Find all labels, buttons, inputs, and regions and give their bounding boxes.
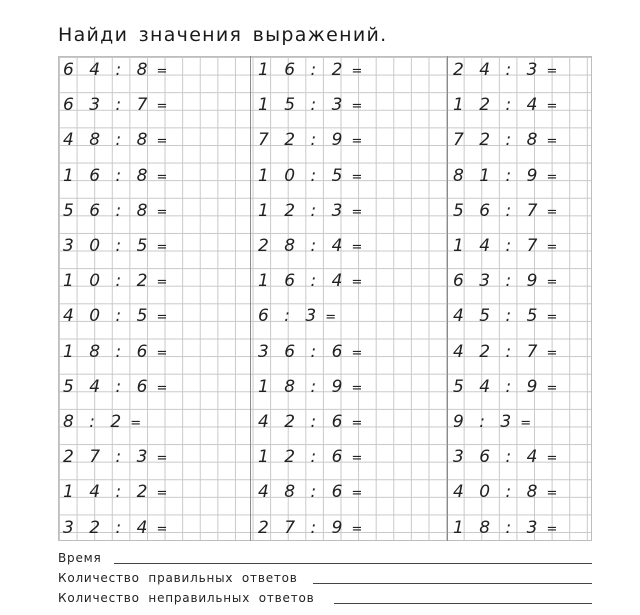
- equals-sign: =: [542, 169, 558, 185]
- expression-item: [453, 60, 557, 82]
- equals-sign: =: [152, 99, 168, 115]
- expression-item: [258, 271, 362, 293]
- expression-text: 1 8 : 9: [258, 376, 348, 397]
- expression-item: [453, 166, 557, 188]
- incorrect-answer-line[interactable]: [334, 603, 592, 604]
- equals-sign: =: [542, 134, 558, 150]
- expression-item: [453, 95, 557, 117]
- equals-sign: =: [542, 99, 558, 115]
- expression-text: 1 6 : 8: [63, 165, 153, 186]
- expression-item: [453, 377, 557, 399]
- incorrect-row: [58, 591, 315, 605]
- equals-sign: =: [347, 275, 363, 291]
- equals-sign: =: [152, 275, 168, 291]
- expression-item: [258, 236, 362, 258]
- expression-text: 5 6 : 7: [453, 200, 543, 221]
- equals-sign: =: [347, 204, 363, 220]
- column-divider: [447, 56, 448, 541]
- expression-item: [63, 447, 167, 469]
- equals-sign: =: [152, 486, 168, 502]
- expression-item: [258, 306, 336, 328]
- expression-text: 5 6 : 8: [63, 200, 153, 221]
- correct-label: Количество правильных ответов: [58, 571, 298, 585]
- expression-text: 6 3 : 7: [63, 95, 153, 116]
- expression-item: [453, 201, 557, 223]
- expression-item: [258, 60, 362, 82]
- expression-item: [63, 342, 167, 364]
- expression-text: 4 8 : 6: [258, 482, 348, 503]
- expression-text: 5 4 : 9: [453, 376, 543, 397]
- expression-text: 8 1 : 9: [453, 165, 543, 186]
- expression-text: 8 : 2: [63, 412, 127, 432]
- expression-text: 1 6 : 4: [258, 271, 348, 292]
- expression-text: 4 5 : 5: [453, 306, 543, 327]
- equals-sign: =: [347, 380, 363, 396]
- expression-text: 1 8 : 6: [63, 341, 153, 362]
- equals-sign: =: [542, 380, 558, 396]
- expression-item: [453, 482, 557, 504]
- expression-item: [453, 236, 557, 258]
- expression-text: 4 0 : 8: [453, 482, 543, 503]
- equals-sign: =: [152, 451, 168, 467]
- expression-item: [63, 60, 167, 82]
- equals-sign: =: [542, 521, 558, 537]
- equals-sign: =: [347, 416, 363, 431]
- equals-sign: =: [152, 345, 168, 361]
- expression-text: 1 6 : 2: [258, 60, 348, 80]
- expression-item: [258, 412, 362, 434]
- expression-item: [258, 447, 362, 469]
- expression-item: [453, 342, 557, 364]
- equals-sign: =: [321, 310, 337, 326]
- expression-text: 4 8 : 8: [63, 130, 153, 151]
- expression-text: 1 0 : 5: [258, 165, 348, 186]
- expression-item: [63, 271, 167, 293]
- expression-item: [63, 130, 167, 152]
- expression-item: [258, 130, 362, 152]
- equals-sign: =: [152, 169, 168, 185]
- expression-text: 9 : 3: [453, 412, 517, 432]
- page-title: Найди значения выражений.: [58, 24, 388, 46]
- time-answer-line[interactable]: [114, 563, 592, 564]
- expression-item: [63, 95, 167, 117]
- expression-item: [453, 130, 557, 152]
- equals-sign: =: [152, 204, 168, 220]
- expression-text: 4 2 : 7: [453, 341, 543, 362]
- expression-item: [258, 377, 362, 399]
- equals-sign: =: [347, 99, 363, 115]
- expression-item: [63, 306, 167, 328]
- equals-sign: =: [347, 521, 363, 537]
- expression-text: 2 8 : 4: [258, 236, 348, 256]
- expression-item: [258, 342, 362, 364]
- equals-sign: =: [542, 451, 558, 467]
- expression-item: [258, 518, 362, 540]
- expression-text: 1 2 : 3: [258, 200, 348, 221]
- equals-sign: =: [542, 64, 558, 79]
- expression-text: 7 2 : 8: [453, 130, 543, 151]
- equals-sign: =: [347, 134, 363, 150]
- expression-text: 4 0 : 5: [63, 306, 153, 327]
- expression-text: 1 0 : 2: [63, 271, 153, 292]
- time-label: Время: [58, 551, 102, 565]
- equals-sign: =: [152, 521, 168, 537]
- expression-text: 2 7 : 3: [63, 447, 153, 468]
- expression-text: 7 2 : 9: [258, 130, 348, 151]
- expression-item: [63, 518, 167, 540]
- column-divider: [250, 56, 251, 541]
- expression-text: 1 2 : 6: [258, 447, 348, 468]
- expression-item: [453, 271, 557, 293]
- correct-answer-line[interactable]: [313, 583, 592, 584]
- expression-text: 1 4 : 7: [453, 236, 543, 256]
- expression-text: 4 2 : 6: [258, 412, 348, 432]
- expression-text: 6 : 3: [258, 306, 322, 327]
- incorrect-label: Количество неправильных ответов: [58, 591, 315, 605]
- equals-sign: =: [542, 310, 558, 326]
- expression-text: 3 0 : 5: [63, 236, 153, 256]
- expression-item: [453, 412, 531, 434]
- expression-item: [63, 377, 167, 399]
- expression-item: [63, 412, 141, 434]
- expression-text: 5 4 : 6: [63, 376, 153, 397]
- expression-text: 3 6 : 6: [258, 341, 348, 362]
- equals-sign: =: [542, 345, 558, 361]
- equals-sign: =: [152, 64, 168, 79]
- expression-item: [63, 166, 167, 188]
- expression-item: [453, 518, 557, 540]
- time-row: [58, 551, 102, 565]
- equals-sign: =: [152, 380, 168, 396]
- equals-sign: =: [542, 204, 558, 220]
- expression-text: 3 6 : 4: [453, 447, 543, 468]
- expression-item: [258, 201, 362, 223]
- equals-sign: =: [542, 486, 558, 502]
- equals-sign: =: [516, 416, 532, 431]
- expression-item: [258, 166, 362, 188]
- expression-text: 3 2 : 4: [63, 517, 153, 538]
- expression-item: [63, 201, 167, 223]
- expression-item: [63, 236, 167, 258]
- expression-text: 1 5 : 3: [258, 95, 348, 116]
- expression-text: 2 7 : 9: [258, 517, 348, 538]
- correct-row: [58, 571, 298, 585]
- equals-sign: =: [347, 64, 363, 79]
- equals-sign: =: [152, 240, 168, 255]
- equals-sign: =: [542, 240, 558, 255]
- equals-sign: =: [347, 451, 363, 467]
- expression-item: [258, 482, 362, 504]
- expression-text: 1 2 : 4: [453, 95, 543, 116]
- equals-sign: =: [347, 169, 363, 185]
- expression-text: 2 4 : 3: [453, 60, 543, 80]
- expression-text: 1 8 : 3: [453, 517, 543, 538]
- equals-sign: =: [347, 240, 363, 255]
- expression-text: 1 4 : 2: [63, 482, 153, 503]
- equals-sign: =: [542, 275, 558, 291]
- expression-item: [63, 482, 167, 504]
- expression-item: [258, 95, 362, 117]
- expression-text: 6 3 : 9: [453, 271, 543, 292]
- expression-item: [453, 447, 557, 469]
- equals-sign: =: [126, 416, 142, 431]
- expression-item: [453, 306, 557, 328]
- equals-sign: =: [152, 134, 168, 150]
- equals-sign: =: [347, 345, 363, 361]
- equals-sign: =: [152, 310, 168, 326]
- expression-text: 6 4 : 8: [63, 60, 153, 80]
- equals-sign: =: [347, 486, 363, 502]
